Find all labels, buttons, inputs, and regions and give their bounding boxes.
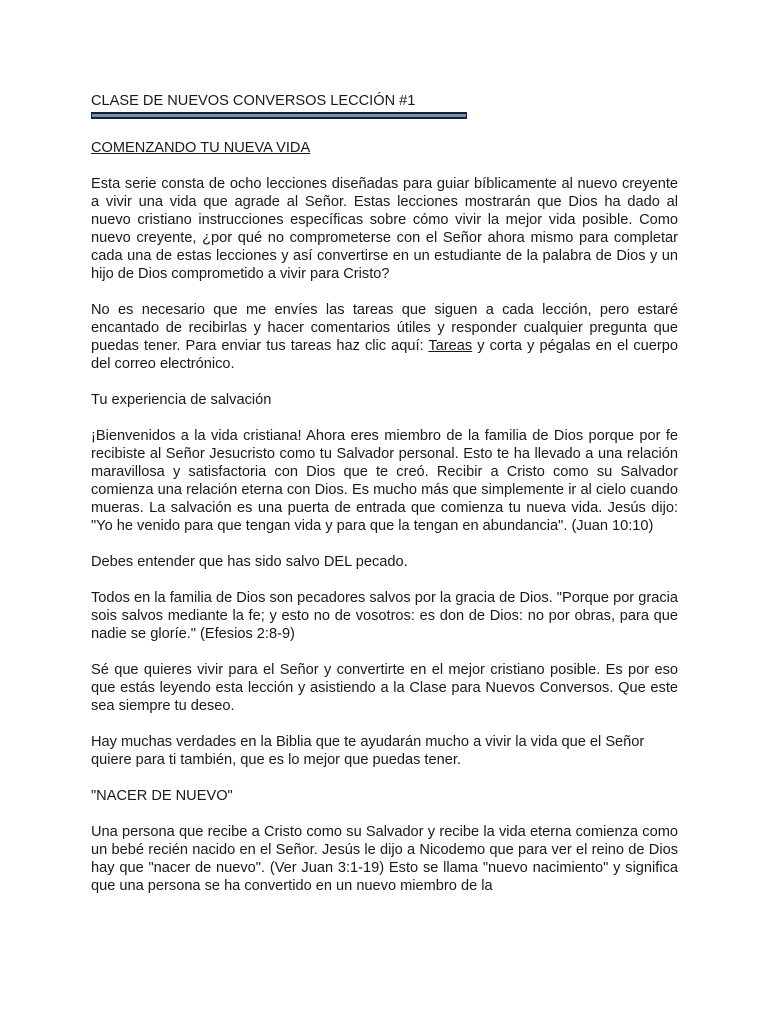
paragraph-welcome: ¡Bienvenidos a la vida cristiana! Ahora eres miembro de la familia de Dios porque por fe recibiste al Señor Jesucristo como tu Salvador personal. Esto te ha llevado a una relación maravillosa y satisfactoria con Dios que te creó. Recibir a Cristo como su Salvador comienza una relación eterna con Dios. Es mucho más que simplemente ir al cielo cuando mueras. La salvación es una puerta de entrada que comienza tu nueva vida. Jesús dijo: "Yo he venido para que tengan vida y para que la tengan en abundancia". (Juan 10:10) [91, 428, 678, 534]
paragraph-desire: Sé que quieres vivir para el Señor y convertirte en el mejor cristiano posible. Es por eso que estás leyendo esta lección y asistiendo a la Clase para Nuevos Conversos. Que este sea siempre tu deseo. [91, 662, 678, 714]
paragraph-truths: Hay muchas verdades en la Biblia que te ayudarán mucho a vivir la vida que el Señor quiere para ti también, que es lo mejor que puedas tener. [91, 734, 645, 768]
title-divider [91, 112, 467, 119]
paragraph-tasks-text-after: y corta y pégalas en el cuerpo del correo electrónico. [91, 338, 678, 372]
section-heading-salvation: Tu experiencia de salvación [91, 392, 272, 408]
paragraph-tasks-text-before: No es necesario que me envíes las tareas que siguen a cada lección, pero estaré encantado de recibirlas y hacer comentarios útiles y responder cualquier pregunta que puedas tener. Para enviar tus tareas haz clic aquí: [91, 302, 678, 354]
lesson-subtitle: COMENZANDO TU NUEVA VIDA [91, 140, 311, 156]
document-page [91, 92, 678, 913]
paragraph-new-birth: Una persona que recibe a Cristo como su Salvador y recibe la vida eterna comienza como un bebé recién nacido en el Señor. Jesús le dijo a Nicodemo que para ver el reino de Dios hay que "nacer de nuevo". (Ver Juan 3:1-19) Esto se llama "nuevo nacimiento" y significa que una persona se ha convertido en un nuevo miembro de la [91, 824, 678, 894]
paragraph-intro: Esta serie consta de ocho lecciones diseñadas para guiar bíblicamente al nuevo creyente a vivir una vida que agrade al Señor. Estas lecciones mostrarán que Dios ha dado al nuevo cristiano instrucciones específicas sobre cómo vivir la mejor vida posible. Como nuevo creyente, ¿por qué no comprometerse con el Señor ahora mismo para completar cada una de estas lecciones y así convertirse en un estudiante de la palabra de Dios y un hijo de Dios comprometido a vivir para Cristo? [91, 176, 678, 282]
section-heading-born-again: "NACER DE NUEVO" [91, 788, 233, 804]
lesson-title: CLASE DE NUEVOS CONVERSOS LECCIÓN #1 [91, 93, 416, 109]
tasks-link[interactable]: Tareas [428, 338, 473, 354]
paragraph-grace: Todos en la familia de Dios son pecadores salvos por la gracia de Dios. "Porque por gracia sois salvos mediante la fe; y esto no de vosotros: es don de Dios: no por obras, para que nadie se gloríe." (Efesios 2:8-9) [91, 590, 678, 642]
paragraph-tasks [91, 301, 678, 373]
paragraph-saved-from-sin: Debes entender que has sido salvo DEL pecado. [91, 554, 408, 570]
